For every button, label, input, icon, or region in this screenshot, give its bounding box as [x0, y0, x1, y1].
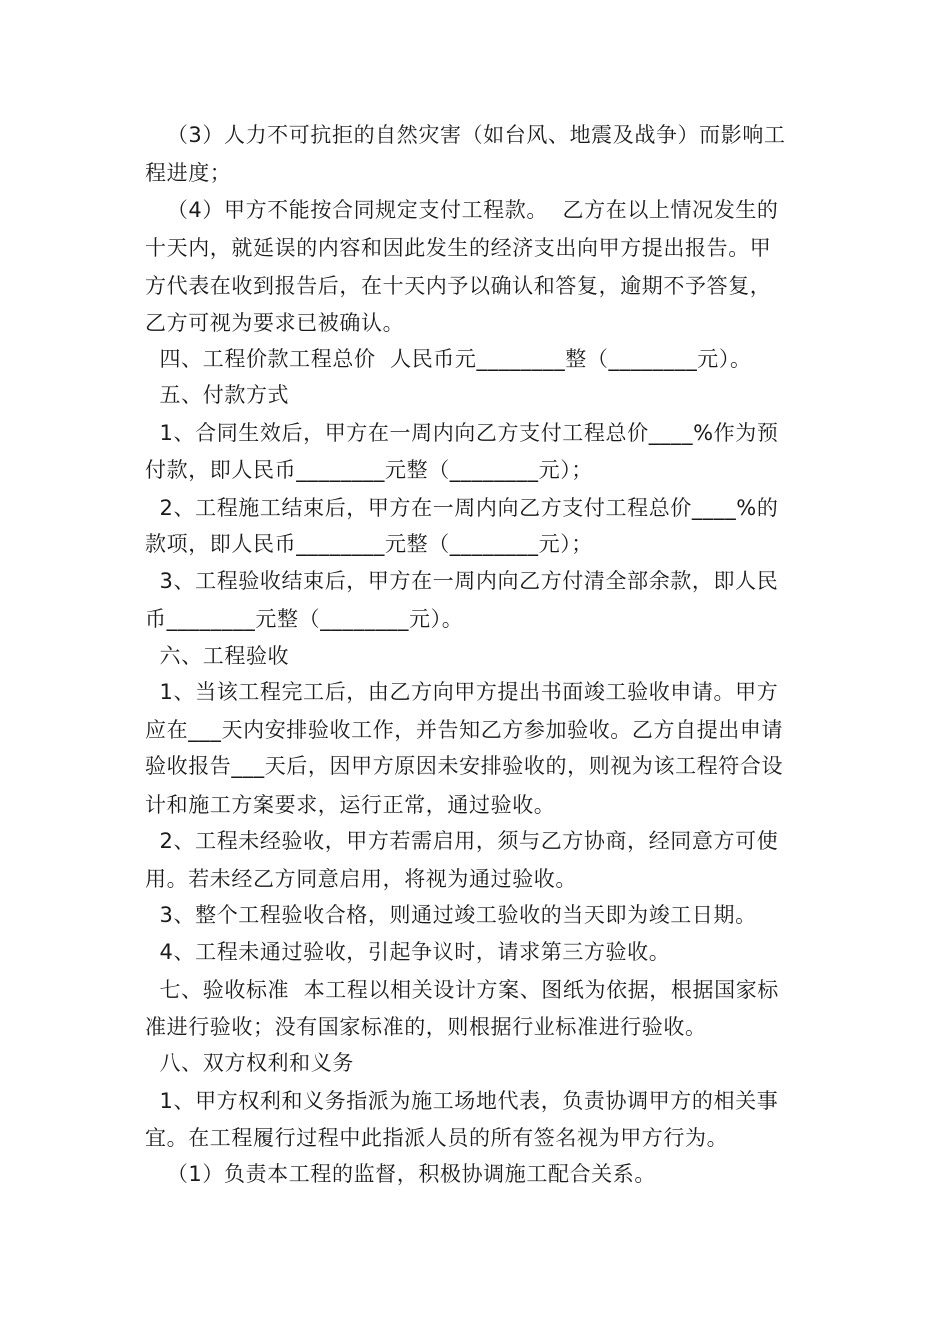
text-line: 付款，即人民币________元整（________元）； [145, 458, 593, 482]
text-line: 币________元整（________元）。 [145, 607, 464, 631]
text-line: 应在___天内安排验收工作，并告知乙方参加验收。乙方自提出申请 [145, 718, 784, 742]
text-line: 七、验收标准 本工程以相关设计方案、图纸为依据，根据国家标 [145, 978, 779, 1002]
text-line: （4）甲方不能按合同规定支付工程款。 乙方在以上情况发生的 [145, 198, 779, 222]
text-line: 方代表在收到报告后，在十天内予以确认和答复，逾期不予答复， [145, 274, 772, 298]
text-line: 4、工程未通过验收，引起争议时，请求第三方验收。 [145, 940, 671, 964]
text-line: 乙方可视为要求已被确认。 [145, 311, 405, 335]
section-heading: 六、工程验收 [145, 644, 290, 668]
text-line: 2、工程施工结束后，甲方在一周内向乙方支付工程总价____%的 [145, 496, 779, 520]
text-line: 准进行验收；没有国家标准的，则根据行业标准进行验收。 [145, 1015, 707, 1039]
text-line: （3）人力不可抗拒的自然灾害（如台风、地震及战争）而影响工 [145, 123, 786, 147]
text-line: 宜。在工程履行过程中此指派人员的所有签名视为甲方行为。 [145, 1126, 729, 1150]
text-line: 用。若未经乙方同意启用，将视为通过验收。 [145, 867, 577, 891]
text-line: 2、工程未经验收，甲方若需启用，须与乙方协商，经同意方可使 [145, 829, 779, 853]
text-line: 1、合同生效后，甲方在一周内向乙方支付工程总价____%作为预 [145, 421, 779, 445]
text-line: 款项，即人民币________元整（________元）； [145, 532, 593, 556]
text-line: 1、当该工程完工后，由乙方向甲方提出书面竣工验收申请。甲方 [145, 680, 779, 704]
text-line: 十天内，就延误的内容和因此发生的经济支出向甲方提出报告。甲 [145, 236, 772, 260]
section-heading: 五、付款方式 [145, 383, 290, 407]
text-line: 3、整个工程验收合格，则通过竣工验收的当天即为竣工日期。 [145, 903, 757, 927]
text-line: 四、工程价款工程总价 人民币元________整（________元）。 [145, 347, 752, 371]
text-line: 1、甲方权利和义务指派为施工场地代表，负责协调甲方的相关事 [145, 1089, 779, 1113]
section-heading: 八、双方权利和义务 [145, 1051, 354, 1075]
text-line: 程进度； [145, 161, 232, 185]
text-line: 验收报告___天后，因甲方原因未安排验收的，则视为该工程符合设 [145, 754, 784, 778]
text-line: 3、工程验收结束后，甲方在一周内向乙方付清全部余款，即人民 [145, 569, 779, 593]
text-line: 计和施工方案要求，运行正常，通过验收。 [145, 793, 556, 817]
text-line: （1）负责本工程的监督，积极协调施工配合关系。 [145, 1162, 656, 1186]
